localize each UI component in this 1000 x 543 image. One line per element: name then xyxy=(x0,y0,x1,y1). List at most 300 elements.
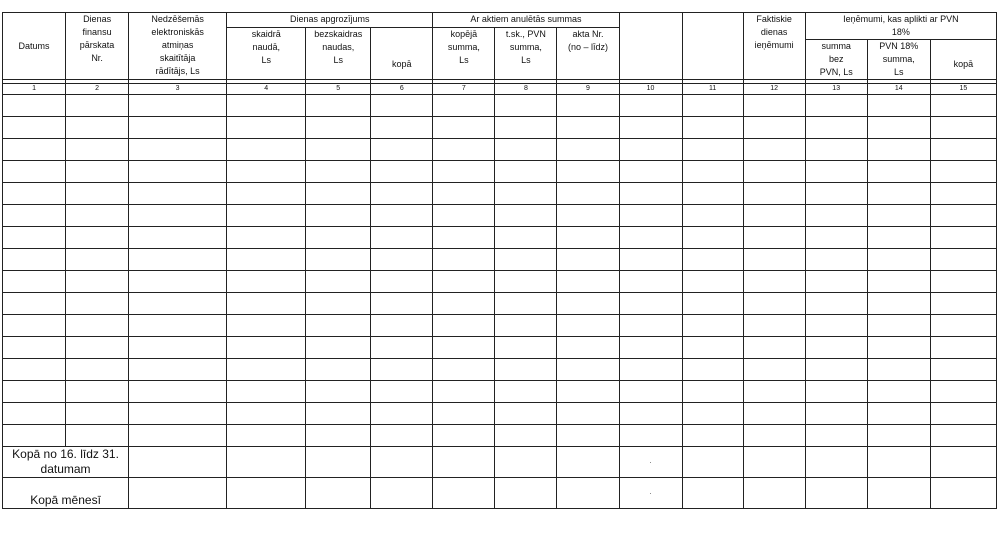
table-cell xyxy=(867,293,930,315)
table-cell xyxy=(930,227,996,249)
header-skaidra xyxy=(227,28,306,80)
total-cell xyxy=(433,447,495,478)
table-cell xyxy=(306,293,371,315)
table-cell xyxy=(306,95,371,117)
table-cell xyxy=(227,425,306,447)
table-cell xyxy=(3,227,66,249)
table-cell xyxy=(743,425,805,447)
total-cell xyxy=(129,478,227,509)
header-pvn18-text: PVN 18% summa, Ls xyxy=(879,41,919,77)
table-cell xyxy=(682,249,743,271)
table-cell xyxy=(227,205,306,227)
header-anuletas-text: Ar aktiem anulētās summas xyxy=(470,14,582,24)
table-cell xyxy=(129,293,227,315)
total-cell xyxy=(371,447,433,478)
table-cell xyxy=(930,249,996,271)
table-cell xyxy=(557,183,619,205)
table-cell xyxy=(227,95,306,117)
table-cell xyxy=(227,293,306,315)
total-cell xyxy=(682,478,743,509)
column-number-row xyxy=(3,84,997,95)
table-cell xyxy=(129,205,227,227)
table-cell xyxy=(371,271,433,293)
table-cell xyxy=(619,293,682,315)
table-cell xyxy=(867,183,930,205)
total-month-label xyxy=(3,478,129,509)
header-kopa xyxy=(371,28,433,80)
column-number-cell: 12 xyxy=(743,84,805,95)
table-cell xyxy=(129,139,227,161)
table-cell xyxy=(867,95,930,117)
column-number-cell: 2 xyxy=(66,84,129,95)
table-cell xyxy=(66,117,129,139)
header-dienas-apgrozijums xyxy=(227,13,433,28)
table-cell xyxy=(129,161,227,183)
table-cell xyxy=(930,293,996,315)
table-cell xyxy=(3,95,66,117)
table-cell xyxy=(433,359,495,381)
table-cell xyxy=(371,161,433,183)
table-cell xyxy=(3,293,66,315)
total-cell xyxy=(227,478,306,509)
table-cell xyxy=(619,315,682,337)
table-cell xyxy=(371,381,433,403)
header-kopa2 xyxy=(930,40,996,80)
table-cell xyxy=(306,205,371,227)
table-cell xyxy=(371,95,433,117)
table-cell xyxy=(619,359,682,381)
table-cell xyxy=(930,117,996,139)
table-cell xyxy=(867,139,930,161)
table-cell xyxy=(682,293,743,315)
table-cell xyxy=(682,117,743,139)
table-cell xyxy=(619,271,682,293)
header-kopeja xyxy=(433,28,495,80)
total-cell-mark xyxy=(619,478,682,509)
table-cell xyxy=(3,139,66,161)
table-cell xyxy=(743,205,805,227)
header-nedzesamas xyxy=(129,13,227,80)
table-cell xyxy=(66,161,129,183)
table-cell xyxy=(743,403,805,425)
table-cell xyxy=(805,381,867,403)
header-datums-text: Datums xyxy=(18,40,50,51)
table-row xyxy=(3,183,997,205)
total-cell xyxy=(306,447,371,478)
table-cell xyxy=(433,425,495,447)
table-cell xyxy=(3,271,66,293)
table-cell xyxy=(867,249,930,271)
table-cell xyxy=(433,139,495,161)
table-cell xyxy=(495,117,557,139)
table-cell xyxy=(682,205,743,227)
table-cell xyxy=(805,95,867,117)
table-cell xyxy=(619,117,682,139)
table-cell xyxy=(682,183,743,205)
header-col-10 xyxy=(619,13,682,80)
header-akta-nr-text: akta Nr. (no – līdz) xyxy=(567,29,608,52)
table-cell xyxy=(66,271,129,293)
table-cell xyxy=(557,381,619,403)
header-bezskaidras-text: bezskaidras naudas, Ls xyxy=(314,29,363,65)
table-cell xyxy=(557,403,619,425)
total-cell xyxy=(557,447,619,478)
table-row xyxy=(3,293,997,315)
table-cell xyxy=(557,139,619,161)
table-cell xyxy=(371,403,433,425)
table-cell xyxy=(3,425,66,447)
table-row xyxy=(3,381,997,403)
table-cell xyxy=(433,271,495,293)
table-cell xyxy=(619,95,682,117)
table-cell xyxy=(805,271,867,293)
table-cell xyxy=(867,117,930,139)
column-number-cell: 13 xyxy=(805,84,867,95)
table-cell xyxy=(66,403,129,425)
table-cell xyxy=(3,315,66,337)
table-cell xyxy=(495,139,557,161)
table-cell xyxy=(371,117,433,139)
table-cell xyxy=(930,271,996,293)
total-cell xyxy=(433,478,495,509)
table-cell xyxy=(129,315,227,337)
table-cell xyxy=(495,403,557,425)
table-cell xyxy=(129,117,227,139)
total-cell xyxy=(867,447,930,478)
column-number-cell: 1 xyxy=(3,84,66,95)
total-cell xyxy=(805,447,867,478)
table-cell xyxy=(129,249,227,271)
table-cell xyxy=(3,205,66,227)
table-cell xyxy=(619,227,682,249)
header-dienas-apgrozijums-text: Dienas apgrozījums xyxy=(289,14,370,24)
table-cell xyxy=(433,95,495,117)
total-cell xyxy=(557,478,619,509)
total-cell xyxy=(371,478,433,509)
table-cell xyxy=(66,139,129,161)
total-period-label xyxy=(3,447,129,478)
table-cell xyxy=(682,161,743,183)
table-cell xyxy=(743,271,805,293)
table-cell xyxy=(227,403,306,425)
table-cell xyxy=(306,359,371,381)
table-cell xyxy=(743,117,805,139)
header-faktiskie xyxy=(743,13,805,80)
table-cell xyxy=(495,293,557,315)
table-cell xyxy=(3,161,66,183)
table-cell xyxy=(495,227,557,249)
header-skaidra-text: skaidrā naudā, Ls xyxy=(251,29,281,65)
header-kopa2-text: kopā xyxy=(953,59,974,69)
table-cell xyxy=(3,117,66,139)
table-cell xyxy=(433,315,495,337)
table-cell xyxy=(227,381,306,403)
table-cell xyxy=(867,337,930,359)
table-cell xyxy=(805,117,867,139)
table-cell xyxy=(805,227,867,249)
table-cell xyxy=(743,139,805,161)
column-number-cell: 14 xyxy=(867,84,930,95)
total-month-text: Kopā mēnesī xyxy=(30,493,101,507)
table-cell xyxy=(495,425,557,447)
table-cell xyxy=(743,315,805,337)
table-cell xyxy=(557,359,619,381)
table-cell xyxy=(433,293,495,315)
table-cell xyxy=(930,337,996,359)
table-cell xyxy=(129,425,227,447)
table-cell xyxy=(619,403,682,425)
table-cell xyxy=(433,205,495,227)
table-cell xyxy=(306,249,371,271)
table-cell xyxy=(867,227,930,249)
table-cell xyxy=(371,205,433,227)
table-cell xyxy=(306,227,371,249)
table-cell xyxy=(805,205,867,227)
table-cell xyxy=(371,315,433,337)
table-row xyxy=(3,315,997,337)
total-cell xyxy=(743,447,805,478)
table-cell xyxy=(867,359,930,381)
header-faktiskie-text: Faktiskie dienas ieņēmumi xyxy=(754,14,794,50)
total-mark: · xyxy=(649,458,652,467)
table-cell xyxy=(805,403,867,425)
column-number-cell: 8 xyxy=(495,84,557,95)
table-cell xyxy=(930,95,996,117)
ledger-body xyxy=(3,84,997,447)
table-cell xyxy=(867,403,930,425)
table-cell xyxy=(619,249,682,271)
table-cell xyxy=(129,227,227,249)
table-cell xyxy=(557,249,619,271)
table-cell xyxy=(743,293,805,315)
column-number-cell: 10 xyxy=(619,84,682,95)
table-row xyxy=(3,425,997,447)
table-cell xyxy=(3,337,66,359)
column-number-cell: 5 xyxy=(306,84,371,95)
table-row xyxy=(3,403,997,425)
table-cell xyxy=(867,161,930,183)
column-number-cell: 7 xyxy=(433,84,495,95)
table-cell xyxy=(306,139,371,161)
total-cell xyxy=(930,478,996,509)
total-cell xyxy=(743,478,805,509)
total-row-period xyxy=(3,447,997,478)
table-cell xyxy=(306,161,371,183)
table-cell xyxy=(66,227,129,249)
table-cell xyxy=(433,249,495,271)
table-cell xyxy=(433,403,495,425)
column-number-cell: 6 xyxy=(371,84,433,95)
table-cell xyxy=(495,359,557,381)
table-cell xyxy=(619,337,682,359)
total-period-text: Kopā no 16. līdz 31. datumam xyxy=(12,447,119,476)
table-cell xyxy=(306,183,371,205)
table-cell xyxy=(306,403,371,425)
table-cell xyxy=(619,139,682,161)
table-cell xyxy=(682,381,743,403)
total-cell xyxy=(129,447,227,478)
table-cell xyxy=(433,227,495,249)
header-ienemumi-pvn-text: Ieņēmumi, kas aplikti ar PVN 18% xyxy=(843,14,959,37)
table-cell xyxy=(557,205,619,227)
header-akta-nr xyxy=(557,28,619,80)
table-cell xyxy=(743,95,805,117)
table-cell xyxy=(227,337,306,359)
table-row xyxy=(3,95,997,117)
table-cell xyxy=(227,183,306,205)
table-cell xyxy=(433,337,495,359)
table-cell xyxy=(930,205,996,227)
table-cell xyxy=(619,381,682,403)
table-cell xyxy=(930,161,996,183)
table-cell xyxy=(557,425,619,447)
table-cell xyxy=(129,381,227,403)
table-cell xyxy=(227,315,306,337)
table-cell xyxy=(371,249,433,271)
total-cell xyxy=(306,478,371,509)
header-kopa-text: kopā xyxy=(392,59,412,69)
table-cell xyxy=(805,249,867,271)
total-cell xyxy=(930,447,996,478)
table-cell xyxy=(557,161,619,183)
table-cell xyxy=(682,403,743,425)
table-row xyxy=(3,271,997,293)
table-cell xyxy=(306,425,371,447)
table-cell xyxy=(805,293,867,315)
table-cell xyxy=(129,337,227,359)
table-cell xyxy=(3,381,66,403)
header-summa-bez xyxy=(805,40,867,80)
total-cell-mark xyxy=(619,447,682,478)
table-cell xyxy=(557,271,619,293)
header-tsk-pvn xyxy=(495,28,557,80)
table-cell xyxy=(129,183,227,205)
table-cell xyxy=(495,337,557,359)
table-cell xyxy=(930,315,996,337)
table-cell xyxy=(66,425,129,447)
header-tsk-pvn-text: t.sk., PVN summa, Ls xyxy=(505,29,546,65)
table-cell xyxy=(371,337,433,359)
table-cell xyxy=(129,403,227,425)
total-cell xyxy=(805,478,867,509)
table-cell xyxy=(805,315,867,337)
table-cell xyxy=(805,161,867,183)
ledger-table xyxy=(2,12,997,509)
header-col-11 xyxy=(682,13,743,80)
table-cell xyxy=(743,183,805,205)
header-summa-bez-text: summa bez PVN, Ls xyxy=(819,41,853,77)
table-cell xyxy=(227,249,306,271)
table-cell xyxy=(129,95,227,117)
table-cell xyxy=(682,315,743,337)
table-cell xyxy=(495,95,557,117)
table-cell xyxy=(495,315,557,337)
table-cell xyxy=(495,205,557,227)
table-cell xyxy=(66,249,129,271)
total-cell xyxy=(682,447,743,478)
table-cell xyxy=(743,337,805,359)
table-cell xyxy=(682,359,743,381)
header-anuletas xyxy=(433,13,619,28)
table-cell xyxy=(306,117,371,139)
table-cell xyxy=(495,161,557,183)
table-cell xyxy=(3,403,66,425)
table-cell xyxy=(682,337,743,359)
table-cell xyxy=(495,381,557,403)
table-cell xyxy=(867,381,930,403)
total-mark: · xyxy=(649,489,652,498)
column-number-cell: 9 xyxy=(557,84,619,95)
table-cell xyxy=(743,161,805,183)
table-cell xyxy=(433,161,495,183)
table-row xyxy=(3,205,997,227)
table-cell xyxy=(495,271,557,293)
table-cell xyxy=(306,315,371,337)
total-cell xyxy=(495,478,557,509)
table-row xyxy=(3,337,997,359)
header-dienas-finansu-text: Dienas finansu pārskata Nr. xyxy=(79,14,115,63)
table-cell xyxy=(743,249,805,271)
table-cell xyxy=(557,337,619,359)
table-row xyxy=(3,227,997,249)
table-cell xyxy=(557,227,619,249)
table-row xyxy=(3,117,997,139)
table-cell xyxy=(66,205,129,227)
table-cell xyxy=(306,271,371,293)
table-cell xyxy=(227,227,306,249)
table-cell xyxy=(619,161,682,183)
table-cell xyxy=(805,139,867,161)
table-cell xyxy=(930,381,996,403)
table-cell xyxy=(3,359,66,381)
table-cell xyxy=(371,359,433,381)
table-cell xyxy=(682,95,743,117)
table-cell xyxy=(682,271,743,293)
table-cell xyxy=(495,183,557,205)
header-pvn18 xyxy=(867,40,930,80)
table-cell xyxy=(930,403,996,425)
table-cell xyxy=(682,425,743,447)
table-cell xyxy=(66,95,129,117)
table-cell xyxy=(3,249,66,271)
table-cell xyxy=(930,139,996,161)
table-cell xyxy=(129,271,227,293)
table-cell xyxy=(557,293,619,315)
table-cell xyxy=(371,293,433,315)
table-cell xyxy=(433,183,495,205)
header-kopeja-text: kopējā summa, Ls xyxy=(447,29,480,65)
table-cell xyxy=(930,359,996,381)
table-cell xyxy=(227,161,306,183)
total-cell xyxy=(495,447,557,478)
header-ienemumi-pvn xyxy=(805,13,996,40)
table-cell xyxy=(867,315,930,337)
table-cell xyxy=(930,425,996,447)
table-cell xyxy=(743,227,805,249)
header-body xyxy=(3,13,997,84)
table-cell xyxy=(227,117,306,139)
table-cell xyxy=(227,139,306,161)
table-cell xyxy=(371,227,433,249)
table-row xyxy=(3,359,997,381)
table-cell xyxy=(682,139,743,161)
table-cell xyxy=(371,183,433,205)
table-cell xyxy=(805,425,867,447)
table-cell xyxy=(371,425,433,447)
total-cell xyxy=(227,447,306,478)
header-dienas-finansu xyxy=(66,13,129,80)
table-cell xyxy=(66,183,129,205)
